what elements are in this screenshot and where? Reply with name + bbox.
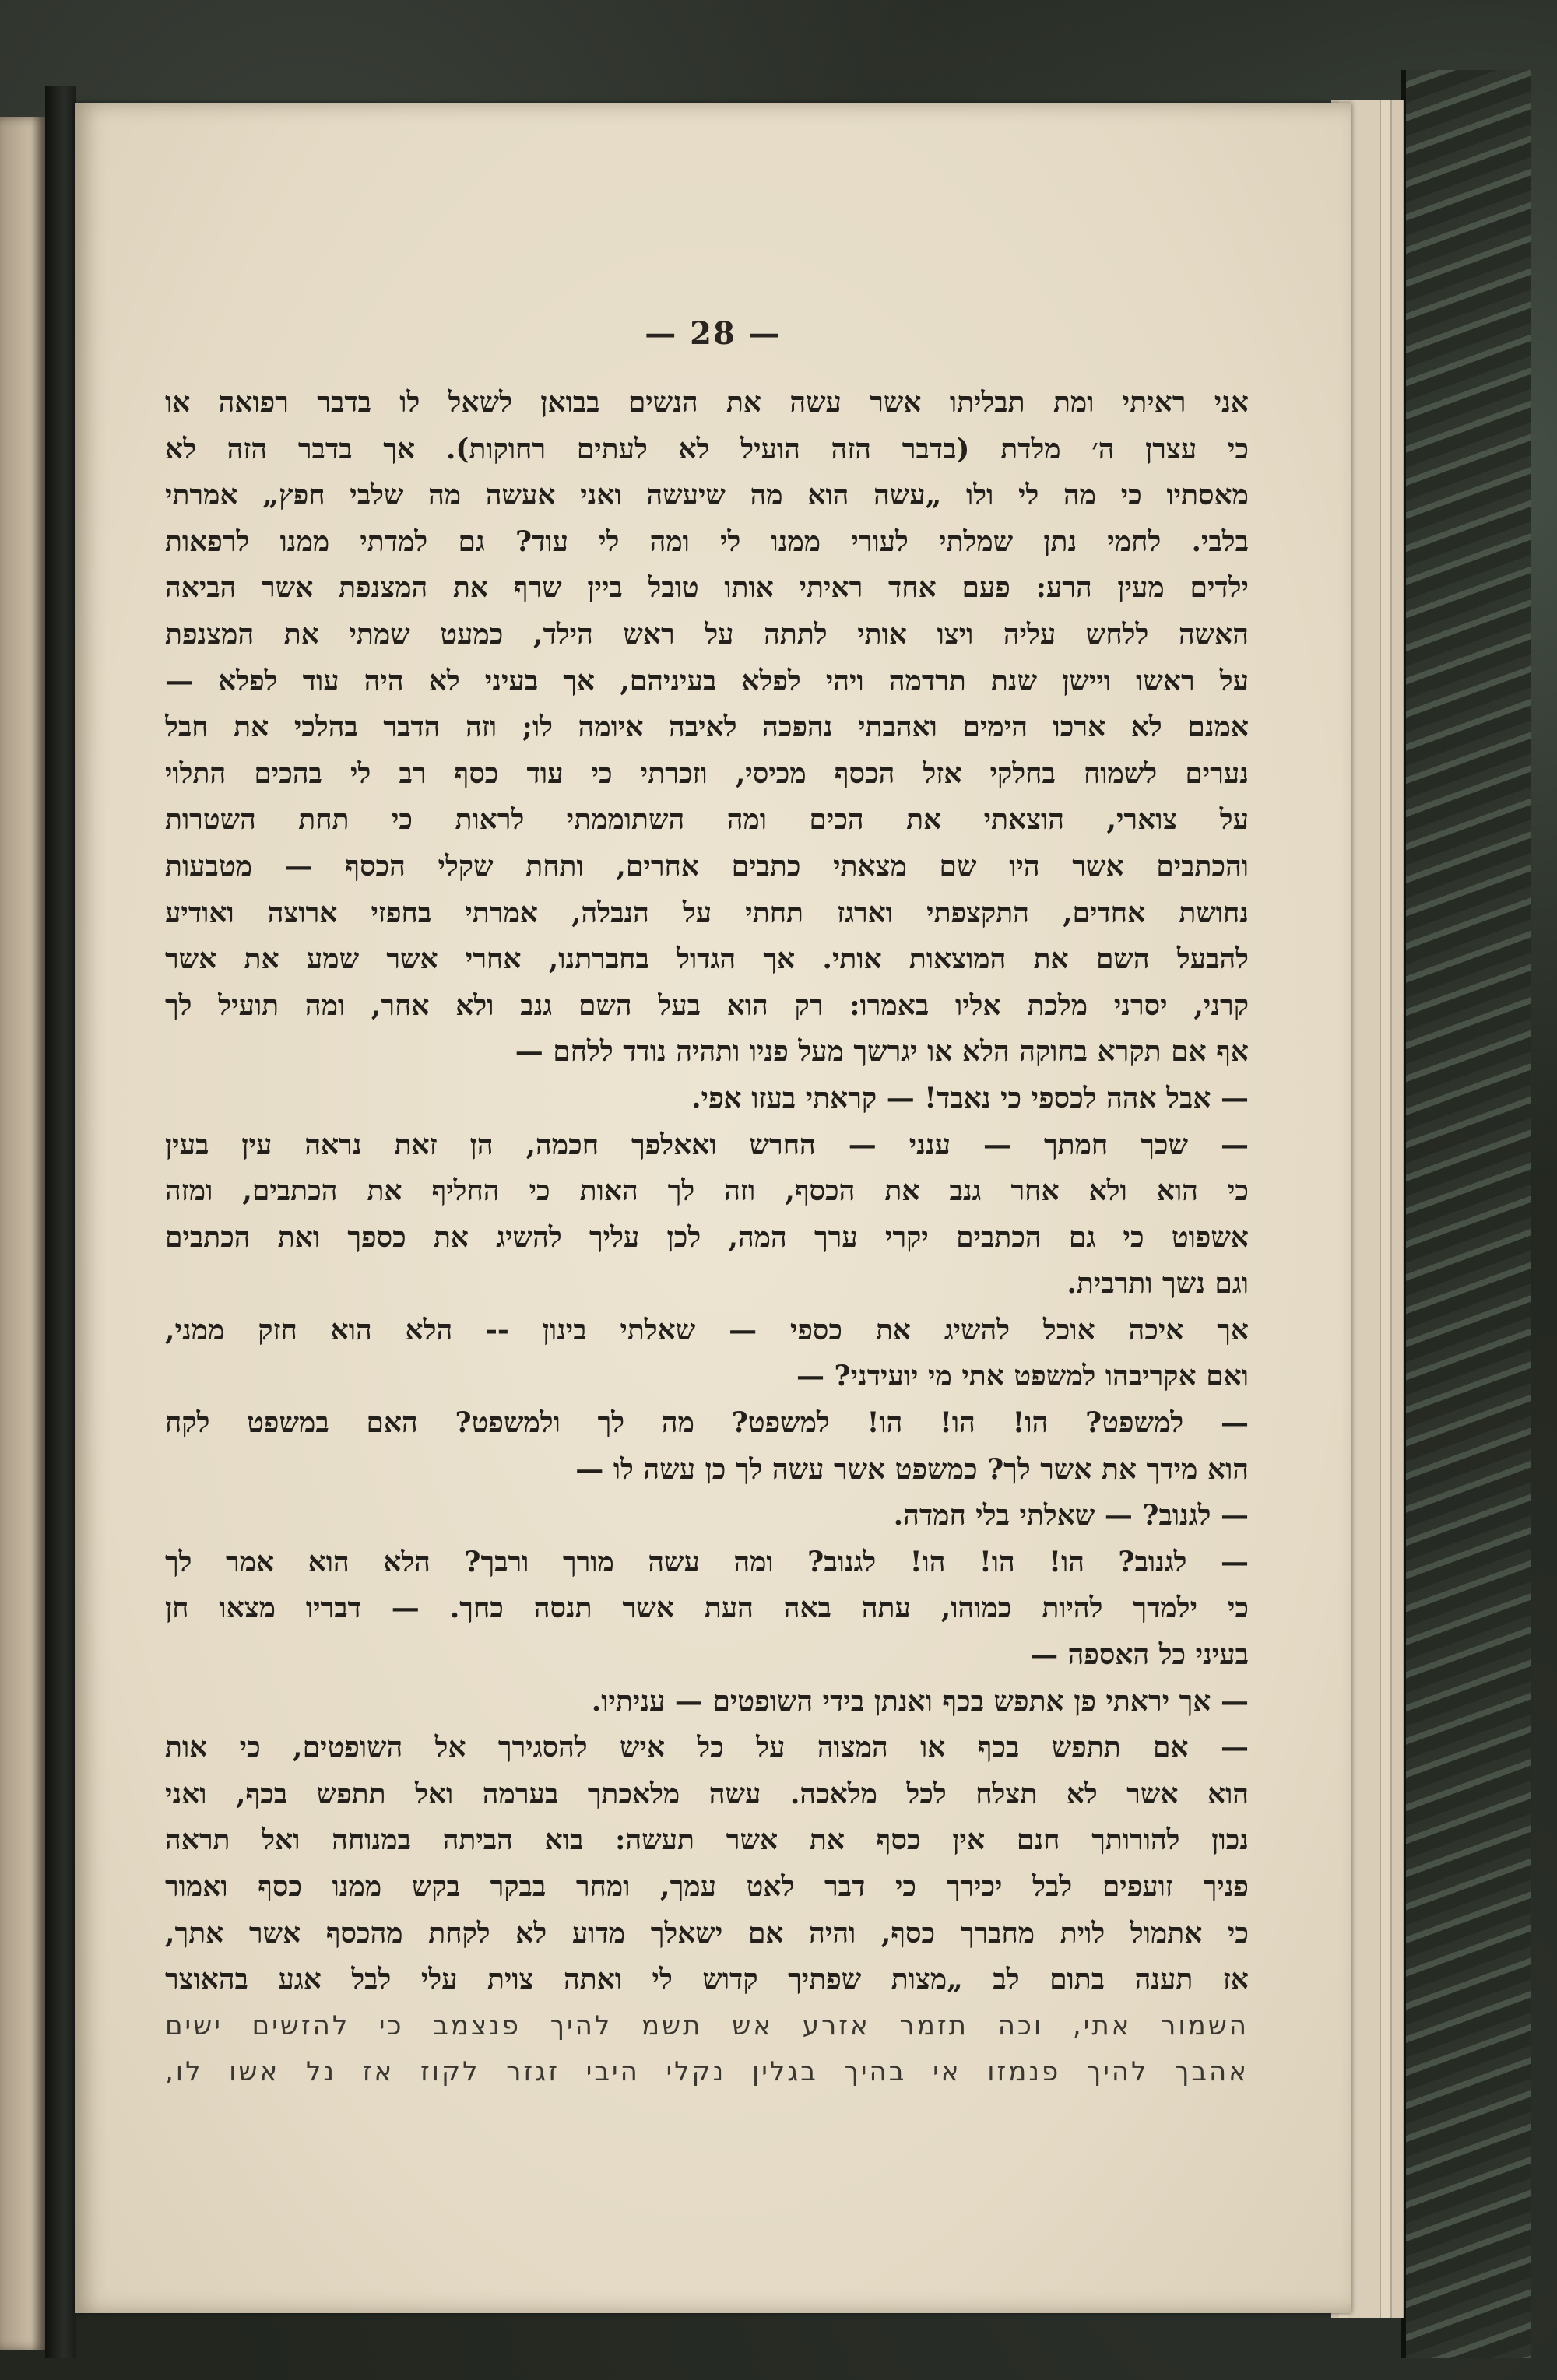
text-line: — אך יראתי פן אתפש בכף ואנתן בידי השופטים — עניתיו. — [591, 1684, 1249, 1718]
text-line: בעיני כל האספה — — [1030, 1638, 1249, 1672]
text-line: — לגנוב? הו! הו! הו! לגנוב? ומה עשה מורך ורבך? הלא הוא אמר לך — [165, 1545, 1249, 1578]
text-line: — לגנוב? — שאלתי בלי חמדה. — [893, 1499, 1249, 1532]
text-line: בלבי. לחמי נתן שמלתי לעורי ממנו לי ומה לי עוד? גם למדתי ממנו לרפאות — [165, 525, 1249, 558]
text-line: אני ראיתי ומת תבליתו אשר עשה את הנשים בבואן לשאל לו בדבר רפואה או — [165, 386, 1249, 419]
text-line: — שכך חמתך — ענני — החרש ואאלפך חכמה, הן זאת נראה עין בעין — [165, 1128, 1249, 1161]
book-gutter — [45, 86, 76, 2358]
handwritten-line: השמור אתי, וכה תזמר אזרע אש תשמ להיך פנצמב כי להזשים ישים — [165, 2010, 1249, 2041]
text-line: כי ילמדך להיות כמוהו, עתה באה העת אשר תנסה כחך. — דבריו מצאו חן — [165, 1592, 1249, 1625]
text-line: ילדים מעין הרע: פעם אחד ראיתי אותו טובל ביין שרף את המצנפת אשר הביאה — [165, 571, 1249, 605]
text-line: אשפוט כי גם הכתבים יקרי ערך המה, לכן עליך להשיג את כספך ואת הכתבים — [165, 1220, 1249, 1254]
text-line: כי אתמול לוית מחברך כסף, והיה אם ישאלך מדוע לא לקחת מהכסף אשר אתך, — [165, 1916, 1249, 1950]
text-line: האשה ללחש עליה ויצו אותי לתתה על ראש הילד, כמעט שמתי את המצנפת — [165, 617, 1249, 651]
cover-board-edge — [1401, 70, 1531, 2358]
text-line: נערים לשמוח בחלקי אזל הכסף מכיסי, וזכרתי כי עוד כסף רב לי בהכים התלוי — [165, 756, 1249, 790]
text-line: אך איכה אוכל להשיג את כספי — שאלתי בינון -- הלא הוא חזק ממני, — [165, 1313, 1249, 1346]
text-line: כי עצרן ה׳ מלדת (בדבר הזה הועיל לא לעתים רחוקות). אך בדבר הזה לא — [165, 432, 1249, 465]
text-line: מאסתיו כי מה לי ולו „עשה הוא מה שיעשה ואני אעשה מה שלבי חפץ„ אמרתי — [165, 479, 1249, 512]
text-line: להבעל השם את המוצאות אותי. אך הגדול בחברתנו, אחרי אשר שמע את אשר — [165, 943, 1249, 976]
text-line: — אבל אהה לכספי כי נאבד! — קראתי בעזו אפי. — [691, 1081, 1249, 1115]
text-line: ואם אקריבהו למשפט אתי מי יועידני? — — [796, 1360, 1249, 1393]
text-line: הוא מידך את אשר לך? כמשפט אשר עשה לך כן עשה לו — — [575, 1452, 1249, 1486]
text-line: הוא אשר לא תצלח לכל מלאכה. עשה מלאכתך בערמה ואל תתפש בכף, ואני — [165, 1777, 1249, 1810]
text-line: — למשפט? הו! הו! הו! למשפט? מה לך ולמשפט? האם במשפט לקח — [165, 1406, 1249, 1440]
handwritten-line: אהבך להיך פנמזו אי בהיך בגלין נקלי היבי זגזר לקוז אז נל אשו לו, — [165, 2056, 1249, 2088]
text-line: נכון להורותך חנם אין כסף את אשר תעשה: בוא הביתה במנוחה ואל תראה — [165, 1824, 1249, 1857]
text-line: על ראשו ויישן שנת תרדמה ויהי לפלא בעיניהם, אך בעיני לא היה עוד לפלא — — [165, 664, 1249, 697]
page-stack-edge — [1348, 100, 1381, 2318]
text-line: פניך זועפים לבל יכירך כי דבר לאט עמך, ומחר בבקר בקש ממנו כסף ואמור — [165, 1870, 1249, 1903]
text-line: — אם תתפש בכף או המצוה על כל איש להסגירך אל השופטים, כי אות — [165, 1731, 1249, 1764]
text-line: קרני, יסרני מלכת אליו באמרו: רק הוא בעל השם גנב ולא אחר, ומה תועיל לך — [165, 988, 1249, 1022]
text-line: והכתבים אשר היו שם מצאתי כתבים אחרים, ותחת שקלי הכסף — מטבעות — [165, 849, 1249, 883]
text-line: אף אם תקרא בחוקה הלא או יגרשך מעל פניו ותהיה נודד ללחם — — [515, 1035, 1249, 1069]
text-line: נחושת אחדים, התקצפתי וארגז תחתי על הנבלה, אמרתי בחפזי ארוצה ואודיע — [165, 896, 1249, 929]
facing-page-edge — [0, 117, 45, 2350]
page-text — [165, 380, 1249, 2096]
page-number: — 28 — — [645, 315, 782, 352]
text-line: אז תענה בתום לב „מצות שפתיך קדוש לי ואתה צוית עלי לבל אגע בהאוצר — [165, 1963, 1249, 1996]
text-line: כי הוא ולא אחר גנב את הכסף, וזה לך האות כי החליף את הכתבים, ומזה — [165, 1174, 1249, 1208]
text-line: וגם נשך ותרבית. — [1067, 1267, 1249, 1301]
text-line: אמנם לא ארכו הימים ואהבתי נהפכה לאיבה איומה לו; וזה הדבר בהלכי את חבל — [165, 711, 1249, 744]
book-page — [75, 103, 1351, 2313]
text-line: על צוארי, הוצאתי את הכים ומה השתוממתי לראות כי תחת השטרות — [165, 803, 1249, 837]
